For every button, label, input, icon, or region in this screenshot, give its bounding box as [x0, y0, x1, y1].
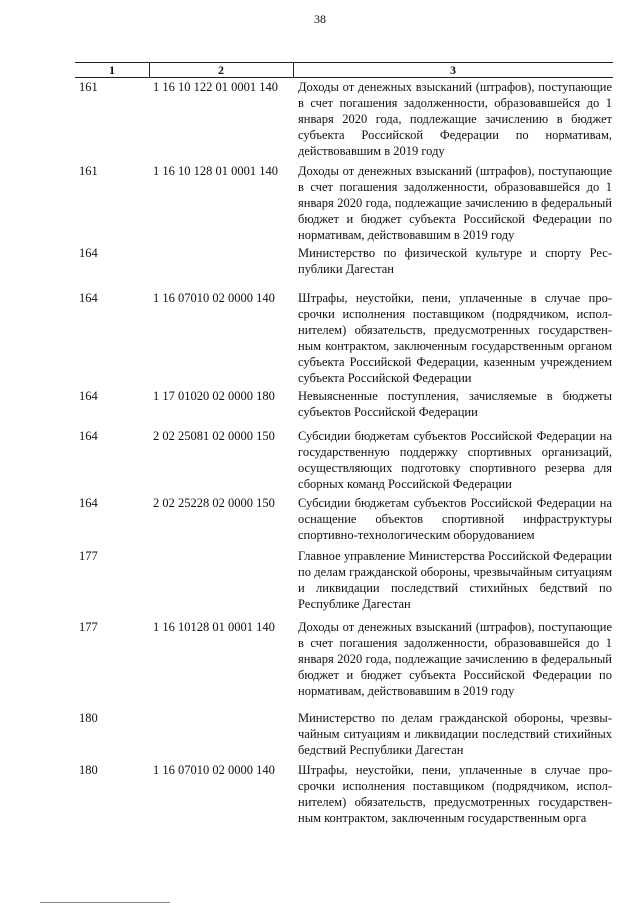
row-description: Субсидии бюджетам субъектов Российской Федерации на государственную поддержку спортивных организаций, осуществляющих подготовку спортивного резерва для сборных команд Российской Федерации	[298, 429, 612, 491]
row-description: Субсидии бюджетам субъектов Российской Федерации на оснащение объектов спортивной инфраструктуры спортивно-технологическим оборудованием	[298, 496, 612, 542]
page-bottom-edge	[40, 902, 170, 903]
row-code-income: 2 02 25081 02 0000 150	[153, 429, 275, 443]
header-col-1: 1	[109, 63, 115, 77]
row-code-income: 1 16 07010 02 0000 140	[153, 291, 275, 305]
row-code-income: 1 16 07010 02 0000 140	[153, 763, 275, 777]
row-description: Штрафы, неустойки, пени, уплаченные в случае просрочки исполнения поставщиком (подрядчиком, исполнителем) обязательств, предусмотренных государственным контрактом, заключенным государственным орга	[298, 763, 612, 825]
header-col-3: 3	[450, 63, 456, 77]
row-description: Доходы от денежных взысканий (штрафов), поступающие в счет погашения задолженности, образовавшейся до 1 января 2020 года, подлежащие зачислению в федеральный бюджет и бюджет субъекта Российской Федерации по нормативам, действовавшим в 2019 году	[298, 620, 612, 698]
row-description: Штрафы, неустойки, пени, уплаченные в случае просрочки исполнения поставщиком (подрядчиком, исполнителем) обязательств, предусмотренных государственным контрактом, заключенным государственным органом субъекта Российской Федерации, казенным учреждением субъекта Российской Федерации	[298, 291, 612, 385]
row-code-admin: 161	[79, 80, 98, 94]
row-code-income: 1 16 10128 01 0001 140	[153, 620, 275, 634]
row-code-income: 1 16 10 128 01 0001 140	[153, 164, 278, 178]
row-code-admin: 164	[79, 389, 98, 403]
row-code-admin: 161	[79, 164, 98, 178]
row-code-admin: 177	[79, 620, 98, 634]
row-code-admin: 180	[79, 763, 98, 777]
row-description: Невыясненные поступления, зачисляемые в бюджеты субъектов Российской Федерации	[298, 389, 612, 419]
row-code-admin: 164	[79, 246, 98, 260]
row-code-admin: 177	[79, 549, 98, 563]
row-code-income: 1 16 10 122 01 0001 140	[153, 80, 278, 94]
row-code-income: 1 17 01020 02 0000 180	[153, 389, 275, 403]
row-code-income: 2 02 25228 02 0000 150	[153, 496, 275, 510]
row-description: Главное управление Министерства Российской Федерации по делам гражданской обороны, чрезвычайным ситуациям и ликвидации последствий стихийных бедствий по Республике Дагестан	[298, 549, 612, 611]
page-number: 38	[314, 12, 326, 26]
row-description: Министерство по физической культуре и спорту Республики Дагестан	[298, 246, 612, 276]
row-code-admin: 180	[79, 711, 98, 725]
row-description: Доходы от денежных взысканий (штрафов), поступающие в счет погашения задолженности, образовавшейся до 1 января 2020 года, подлежащие зачислению в федеральный бюджет и бюджет субъекта Российской Федерации по нормативам, действовавшим в 2019 году	[298, 164, 612, 242]
row-code-admin: 164	[79, 429, 98, 443]
table-header	[75, 62, 613, 78]
header-col-2: 2	[218, 63, 224, 77]
row-description: Министерство по делам гражданской обороны, чрезвычайным ситуациям и ликвидации последствий стихийных бедствий Республики Дагестан	[298, 711, 612, 757]
row-description: Доходы от денежных взысканий (штрафов), поступающие в счет погашения задолженности, образовавшейся до 1 января 2020 года, подлежащие зачислению в бюджет субъекта Российской Федерации по нормативам, действовавшим в 2019 году	[298, 80, 612, 158]
row-code-admin: 164	[79, 291, 98, 305]
row-code-admin: 164	[79, 496, 98, 510]
